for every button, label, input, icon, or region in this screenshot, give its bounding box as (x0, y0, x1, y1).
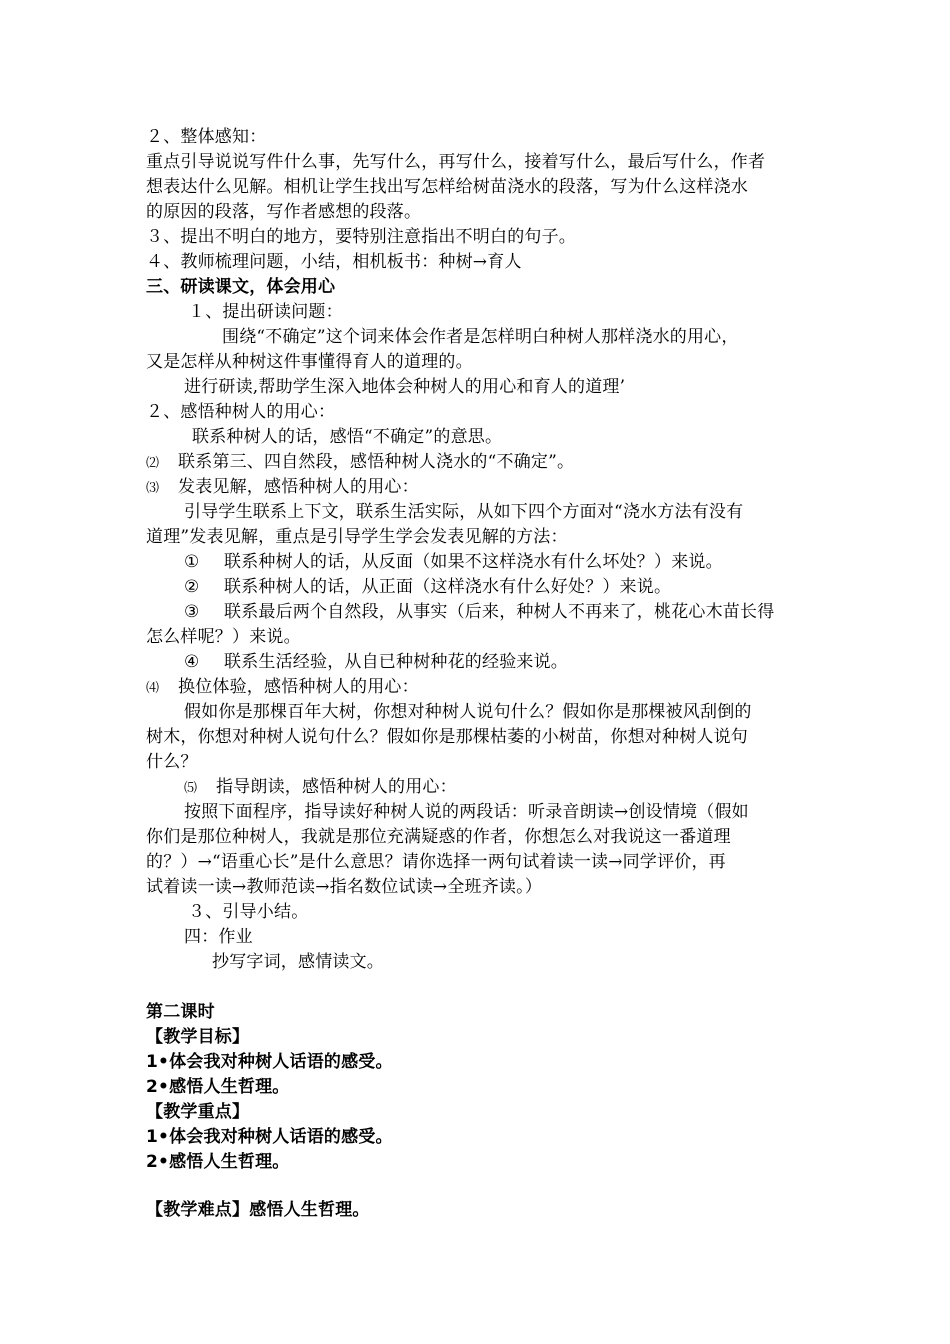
paragraph-line: 围绕“不确定”这个词来体会作者是怎样明白种树人那样浇水的用心， (222, 327, 739, 347)
section-4-heading: 四：作业 (184, 927, 253, 947)
item-text: 联系生活经验，从自已种树种花的经验来说。 (224, 652, 568, 672)
paragraph-line: 你们是那位种树人，我就是那位充满疑惑的作者，你想怎么对我说这一番道理 (146, 827, 731, 847)
paragraph-line: 的原因的段落，写作者感想的段落。 (146, 202, 422, 222)
list-item: 1•体会我对种树人话语的感受。 (146, 1052, 393, 1072)
list-item (184, 550, 723, 574)
item-marker: ⑷ (146, 681, 160, 696)
paragraph-line: １、提出研读问题： (188, 302, 343, 322)
paragraph-line: 什么？ (146, 752, 198, 772)
teaching-focus-heading: 【教学重点】 (146, 1102, 250, 1122)
paragraph-line: 想表达什么见解。相机让学生找出写怎样给树苗浇水的段落，写为什么这样浇水 (146, 177, 748, 197)
paragraph-line: 进行研读,帮助学生深入地体会种树人的用心和育人的道理’ (184, 377, 626, 397)
list-item: 2•感悟人生哲理。 (146, 1152, 290, 1172)
item-text: 联系种树人的话，从反面（如果不这样浇水有什么坏处？）来说。 (224, 552, 723, 572)
item-marker: ③ (184, 602, 200, 622)
section-2-overall-heading: ２、整体感知： (146, 127, 267, 147)
paragraph-line: 抄写字词，感情读文。 (212, 952, 384, 972)
lesson-2-title: 第二课时 (146, 1002, 215, 1022)
paragraph-line: ３、提出不明白的地方，要特别注意指出不明白的句子。 (146, 227, 576, 247)
item-marker: ② (184, 577, 200, 597)
item-text: 联系最后两个自然段，从事实（后来，种树人不再来了，桃花心木苗长得 (224, 602, 775, 622)
paragraph-line: 重点引导说说写件什么事，先写什么，再写什么，接着写什么，最后写什么，作者 (146, 152, 766, 172)
item-marker: ⑸ (184, 781, 198, 796)
teaching-goals-heading: 【教学目标】 (146, 1027, 250, 1047)
paragraph-line: 引导学生联系上下文，联系生活实际，从如下四个方面对“浇水方法有没有 (184, 502, 744, 522)
list-item (146, 450, 574, 474)
list-item (146, 475, 419, 499)
list-item (184, 650, 568, 674)
paragraph-line: ３、引导小结。 (188, 902, 309, 922)
paragraph-line: 又是怎样从种树这件事懂得育人的道理的。 (146, 352, 473, 372)
item-text: 联系第三、四自然段，感悟种树人浇水的“不确定”。 (178, 452, 575, 472)
item-text: 联系种树人的话，从正面（这样浇水有什么好处？）来说。 (224, 577, 672, 597)
item-text: 换位体验，感悟种树人的用心： (178, 677, 419, 697)
item-marker: ① (184, 552, 200, 572)
paragraph-line: 按照下面程序，指导读好种树人说的两段话：听录音朗读→创设情境（假如 (184, 802, 749, 822)
list-item (184, 600, 774, 624)
paragraph-line: ２、感悟种树人的用心： (146, 402, 336, 422)
paragraph-line: ４、教师梳理问题，小结，相机板书：种树→育人 (146, 252, 522, 272)
paragraph-line: 怎么样呢？）来说。 (146, 627, 301, 647)
list-item: 2•感悟人生哲理。 (146, 1077, 290, 1097)
item-marker: ④ (184, 652, 200, 672)
paragraph-line: 联系种树人的话，感悟“不确定”的意思。 (192, 427, 503, 447)
paragraph-line: 假如你是那棵百年大树，你想对种树人说句什么？假如你是那棵被风刮倒的 (184, 702, 752, 722)
paragraph-line: 试着读一读→教师范读→指名数位试读→全班齐读。） (146, 877, 543, 897)
item-marker: ⑶ (146, 481, 160, 496)
list-item: 1•体会我对种树人话语的感受。 (146, 1127, 393, 1147)
item-text: 发表见解，感悟种树人的用心： (178, 477, 419, 497)
teaching-difficulty-line: 【教学难点】感悟人生哲理。 (146, 1200, 370, 1220)
section-3-heading: 三、研读课文，体会用心 (146, 277, 336, 297)
paragraph-line: 道理”发表见解，重点是引导学生学会发表见解的方法： (146, 527, 568, 547)
item-marker: ⑵ (146, 456, 160, 471)
paragraph-line: 的？）→“语重心长”是什么意思？请你选择一两句试着读一读→同学评价，再 (146, 852, 726, 872)
item-text: 指导朗读，感悟种树人的用心： (216, 777, 457, 797)
list-item (184, 575, 671, 599)
list-item (184, 775, 457, 799)
paragraph-line: 树木，你想对种树人说句什么？假如你是那棵枯萎的小树苗，你想对种树人说句 (146, 727, 748, 747)
list-item (146, 675, 419, 699)
